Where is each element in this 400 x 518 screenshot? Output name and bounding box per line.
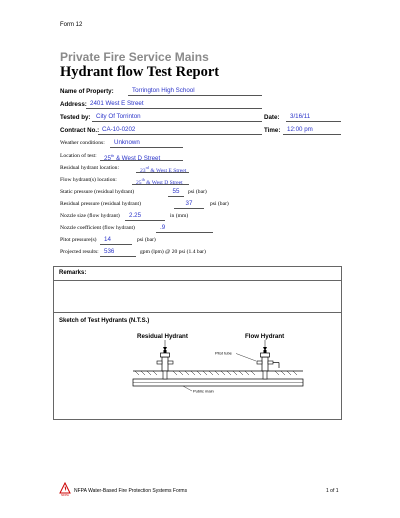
footer-text: NFPA Water-Based Fire Protection Systems Forms xyxy=(74,488,188,494)
page-number: 1 of 1 xyxy=(326,488,339,494)
residual-pressure-field[interactable]: 37 xyxy=(174,200,204,209)
projected-field[interactable]: 536 xyxy=(100,248,136,257)
time-field[interactable]: 12:00 pm xyxy=(283,126,341,135)
nozzle-size-field[interactable]: 2.25 xyxy=(125,212,165,221)
address-label: Address: xyxy=(60,101,87,108)
residual-location-field[interactable]: 23rd & West E Street xyxy=(136,164,189,173)
address-field[interactable]: 2401 West E Street xyxy=(86,100,262,109)
static-pressure-unit: psi (bar) xyxy=(188,189,207,195)
residual-pressure-label: Residual pressure (residual hydrant) xyxy=(60,201,141,207)
nozzle-size-unit: in (mm) xyxy=(170,213,189,219)
weather-label: Weather conditions: xyxy=(60,140,105,146)
pitot-pressure-label: Pitot pressure(s) xyxy=(60,237,97,243)
nfpa-logo-icon xyxy=(58,482,72,496)
ground-hatching xyxy=(135,371,297,375)
pitot-pressure-unit: psi (bar) xyxy=(137,237,156,243)
hydrant-sketch xyxy=(53,312,342,420)
contract-field[interactable]: CA-10-0202 xyxy=(98,126,262,135)
remarks-divider xyxy=(54,280,341,281)
static-pressure-field[interactable]: 55 xyxy=(168,188,184,197)
remarks-title: Remarks: xyxy=(59,270,87,276)
location-label: Location of test: xyxy=(60,153,97,159)
nozzle-coefficient-label: Nozzle coefficient (flow hydrant) xyxy=(60,225,135,231)
form-subtitle: Hydrant flow Test Report xyxy=(60,64,220,80)
flow-location-label: Flow hydrant(s) location: xyxy=(60,177,117,183)
sketch-title: Sketch of Test Hydrants (N.T.S.) xyxy=(59,318,150,324)
residual-hydrant-label: Residual Hydrant xyxy=(137,333,188,340)
property-field[interactable]: Torrington High School xyxy=(128,87,262,96)
residual-location-label: Residual hydrant location: xyxy=(60,165,120,171)
nozzle-coefficient-field[interactable]: .9 xyxy=(156,224,213,233)
tested-by-field[interactable]: City Of Torrinton xyxy=(92,113,262,122)
form-number: Form 12 xyxy=(60,22,83,28)
public-main-label: Public main xyxy=(193,388,214,394)
weather-field[interactable]: Unknown xyxy=(110,139,183,148)
flow-hydrant-label: Flow Hydrant xyxy=(245,333,285,340)
projected-label: Projected results: xyxy=(60,249,99,255)
pitot-tube-label: Pitot tube xyxy=(215,350,232,356)
flow-hydrant-icon xyxy=(257,350,279,379)
contract-label: Contract No.: xyxy=(60,127,100,134)
form-title: Private Fire Service Mains xyxy=(60,50,209,64)
location-field[interactable]: 25th & West D Street xyxy=(100,152,183,161)
date-field[interactable]: 3/16/11 xyxy=(286,113,341,122)
static-pressure-label: Static pressure (residual hydrant) xyxy=(60,189,135,195)
nfpa-logo-text: NFPA xyxy=(61,493,69,496)
pitot-pressure-field[interactable]: 14 xyxy=(100,236,132,245)
remarks-box[interactable] xyxy=(53,266,342,313)
residual-hydrant-icon xyxy=(157,350,173,379)
nozzle-size-label: Nozzle size (flow hydrant) xyxy=(60,213,120,219)
flow-location-field[interactable]: 25th & West D Street xyxy=(132,176,189,185)
projected-unit: gpm (lpm) @ 20 psi (1.4 bar) xyxy=(140,249,206,255)
property-label: Name of Property: xyxy=(60,88,114,95)
residual-pressure-unit: psi (bar) xyxy=(210,201,229,207)
date-label: Date: xyxy=(264,114,280,121)
time-label: Time: xyxy=(264,127,281,134)
tested-by-label: Tested by: xyxy=(60,114,91,121)
